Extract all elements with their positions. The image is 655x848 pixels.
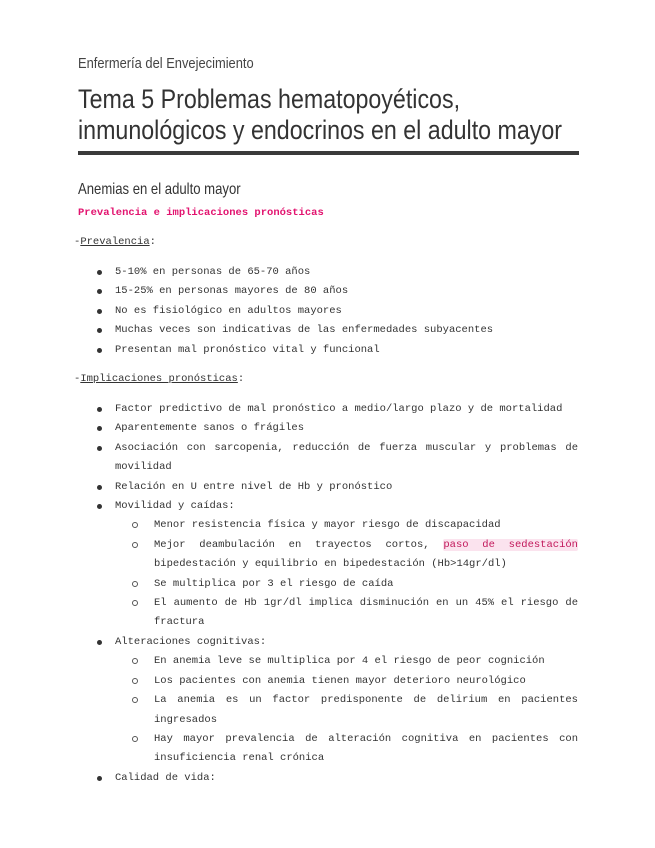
- implicaciones-label: [74, 373, 244, 385]
- sublist-item: Menor resistencia física y mayor riesgo de discapacidad: [115, 516, 578, 535]
- page-title: Tema 5 Problemas hematopoyéticos, inmunológicos y endocrinos en el adulto mayor: [78, 84, 563, 145]
- deambulacion-text-after: bipedestación y equilibrio en bipedestación (Hb>14gr/dl): [154, 558, 507, 571]
- list-item: Asociación con sarcopenia, reducción de fuerza muscular y problemas de movilidad: [78, 439, 578, 478]
- implicaciones-label-text: Implicaciones pronósticas: [80, 373, 238, 385]
- section-heading: Anemias en el adulto mayor: [78, 181, 241, 198]
- list-item: Presentan mal pronóstico vital y funcional: [78, 341, 578, 360]
- prevalencia-prefix: -: [74, 236, 81, 248]
- movilidad-label: Movilidad y caídas:: [115, 500, 235, 513]
- list-item: 15-25% en personas mayores de 80 años: [78, 282, 578, 301]
- list-item: Muchas veces son indicativas de las enfermedades subyacentes: [78, 321, 578, 340]
- list-item: Factor predictivo de mal pronóstico a medio/largo plazo y de mortalidad: [78, 400, 578, 419]
- sublist-item: Los pacientes con anemia tienen mayor deterioro neurológico: [115, 672, 578, 691]
- implicaciones-suffix: :: [237, 373, 245, 385]
- list-item-calidad: Calidad de vida:: [78, 769, 578, 788]
- cognitivas-label: Alteraciones cognitivas:: [115, 635, 267, 648]
- sublist-item: Hay mayor prevalencia de alteración cognitiva en pacientes con insuficiencia renal crónica: [115, 730, 578, 769]
- sublist-item: En anemia leve se multiplica por 4 el riesgo de peor cognición: [115, 652, 578, 671]
- movilidad-sublist: [115, 516, 578, 632]
- title-divider: [78, 151, 579, 155]
- deambulacion-text-before: Mejor deambulación en trayectos cortos,: [154, 538, 444, 551]
- subject-label: Enfermería del Envejecimiento: [78, 55, 254, 72]
- implicaciones-prefix: -: [74, 373, 81, 385]
- sublist-item-deambulacion: [115, 536, 578, 575]
- highlighted-text: paso de sedestación: [443, 538, 578, 551]
- prevalencia-label-text: Prevalencia: [80, 236, 150, 248]
- sublist-item: La anemia es un factor predisponente de delirium en pacientes ingresados: [115, 691, 578, 730]
- list-item: Aparentemente sanos o frágiles: [78, 419, 578, 438]
- sublist-item: Se multiplica por 3 el riesgo de caída: [115, 575, 578, 594]
- prevalencia-list: [78, 263, 578, 360]
- prevalencia-suffix: :: [149, 236, 156, 248]
- section-subheading: Prevalencia e implicaciones pronósticas: [78, 207, 324, 219]
- sublist-item: El aumento de Hb 1gr/dl implica disminución en un 45% el riesgo de fractura: [115, 594, 578, 633]
- list-item: 5-10% en personas de 65-70 años: [78, 263, 578, 282]
- list-item-movilidad: [78, 497, 578, 633]
- list-item-cognitivas: [78, 633, 578, 769]
- list-item: Relación en U entre nivel de Hb y pronóstico: [78, 478, 578, 497]
- cognitivas-sublist: [115, 652, 578, 768]
- implicaciones-list: [78, 400, 578, 788]
- list-item: No es fisiológico en adultos mayores: [78, 302, 578, 321]
- prevalencia-label: [74, 236, 156, 248]
